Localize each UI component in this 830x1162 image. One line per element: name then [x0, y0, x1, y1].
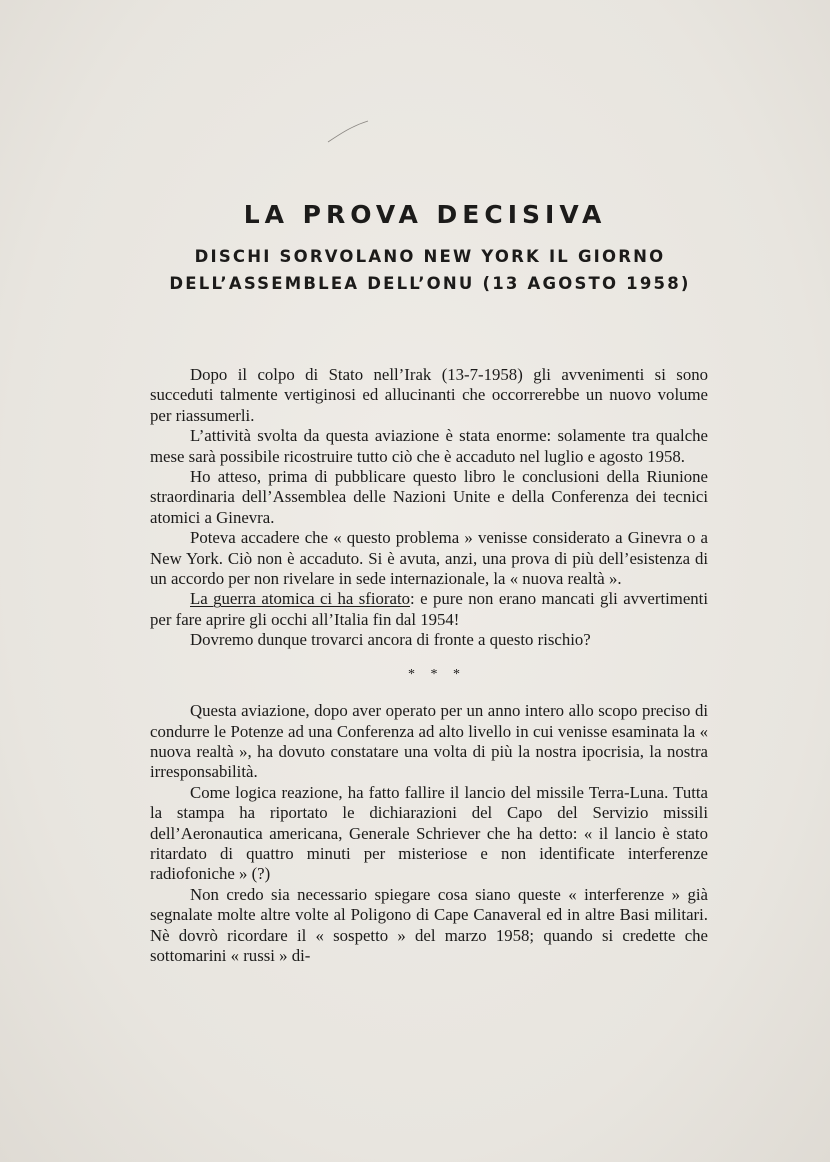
paragraph-5: [150, 589, 708, 630]
pencil-mark-decoration: [326, 120, 370, 144]
subtitle-line-1: DISCHI SORVOLANO NEW YORK IL GIORNO: [194, 247, 666, 266]
paragraph-4: Poteva accadere che « questo problema » venisse considerato a Ginevra o a New York. Ciò non è accaduto. Si è avuta, anzi, una prova di più dell’esistenza di un accordo per non rivelare in sede internazionale, la « nuova realtà ».: [150, 528, 708, 589]
underlined-phrase: La guerra atomica ci ha sfiorato: [190, 589, 411, 609]
paragraph-9: Non credo sia necessario spiegare cosa siano queste « interferenze » già segnalate molte altre volte al Poligono di Cape Canaveral ed in altre Basi militari. Nè dovrò ricordare il « sospetto » del marzo 1958; quando si credette che sottomarini « russi » di-: [150, 884, 708, 965]
body-text: [150, 365, 708, 966]
paragraph-2: L’attività svolta da questa aviazione è stata enorme: solamente tra qualche mese sarà possibile ricostruire tutto ciò che è accaduto nel luglio e agosto 1958.: [150, 426, 708, 466]
paragraph-5-rest: : e pure non erano mancati gli avvertimenti per fare aprire gli occhi all’Italia fin dal 1954!: [150, 589, 708, 629]
page-title: LA PROVA DECISIVA: [243, 200, 607, 229]
paragraph-1: Dopo il colpo di Stato nell’Irak (13-7-1958) gli avvenimenti si sono succeduti talmente vertiginosi ed allucinanti che occorrerebbe un nuovo volume per riassumerli.: [150, 365, 708, 425]
paragraph-3: Ho atteso, prima di pubblicare questo libro le conclusioni della Riunione straordinaria dell’Assemblea delle Nazioni Unite e della Conferenza dei tecnici atomici a Ginevra.: [150, 467, 708, 527]
paragraph-7: Questa aviazione, dopo aver operato per un anno intero allo scopo preciso di condurre le Potenze ad una Conferenza ad alto livello in cui venisse esaminata la « nuova realtà », ha dovuto constatare una volta di più la nostra ipocrisia, la nostra irresponsabilità.: [150, 701, 708, 782]
paragraph-8: Come logica reazione, ha fatto fallire il lancio del missile Terra-Luna. Tutta la stampa ha riportato le dichiarazioni del Capo del Servizio missili dell’Aeronautica americana, Generale Schriever che ha detto: « il lancio è stato ritardato di quattro minuti per misteriose e non identificate interferenze radiofoniche » (?): [150, 782, 708, 884]
subtitle-line-2: DELL’ASSEMBLEA DELL’ONU (13 AGOSTO 1958): [169, 274, 691, 293]
paragraph-6: Dovremo dunque trovarci ancora di fronte a questo rischio?: [190, 630, 591, 650]
page-subtitle: [150, 243, 710, 297]
section-separator: * * *: [408, 666, 466, 682]
